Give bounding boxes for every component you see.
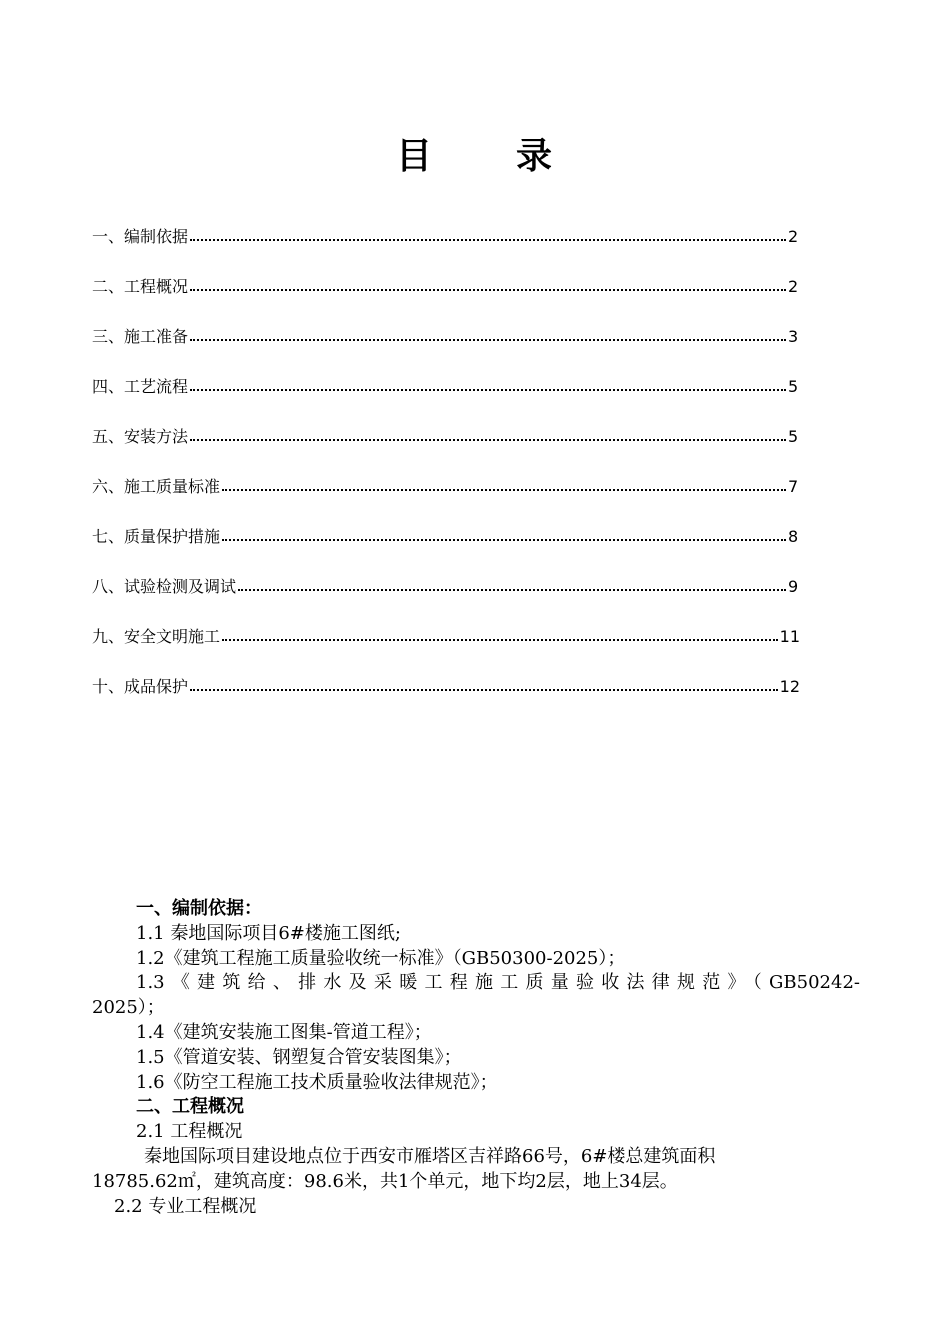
list-item: 1.6《防空工程施工技术质量验收法律规范》； (136, 1071, 498, 1093)
toc-entry-label: 八、试验检测及调试 (92, 577, 237, 596)
toc-entry-page: 2 (788, 277, 799, 296)
toc-entry[interactable] (92, 426, 800, 476)
toc-leader-dots (190, 226, 786, 241)
toc-entry-label: 九、安全文明施工 (92, 627, 221, 646)
toc-entry[interactable] (92, 526, 800, 576)
list-item: 1.4《建筑安装施工图集-管道工程》； (136, 1021, 432, 1043)
list-item: 1.1 秦地国际项目6#楼施工图纸; (136, 922, 401, 944)
toc-entry[interactable] (92, 476, 800, 526)
toc-leader-dots (190, 326, 786, 341)
toc-entry-page: 5 (788, 377, 799, 396)
toc-entry-page: 11 (779, 627, 800, 646)
toc-leader-dots (190, 676, 778, 691)
toc-entry[interactable] (92, 376, 800, 426)
toc-entry-page: 5 (788, 427, 799, 446)
section-heading: 二、工程概况 (136, 1096, 244, 1118)
subsection-heading: 2.1 工程概况 (136, 1121, 243, 1143)
toc-entry-label: 二、工程概况 (92, 277, 189, 296)
document-body (92, 897, 860, 1219)
toc-entry-page: 3 (788, 327, 799, 346)
toc-title-left: 目 (395, 136, 434, 177)
toc-leader-dots (190, 276, 786, 291)
toc-entry-page: 9 (788, 577, 799, 596)
toc-title (0, 128, 950, 179)
toc-entry-label: 一、编制依据 (92, 227, 189, 246)
paragraph-line: 18785.62㎡，建筑高度：98.6米，共1个单元，地下均2层，地上34层。 (92, 1170, 678, 1192)
toc-leader-dots (238, 576, 786, 591)
toc-entry[interactable] (92, 326, 800, 376)
list-item-continuation: 2025）； (92, 997, 165, 1019)
toc-entry-page: 8 (788, 527, 799, 546)
toc-entry-page: 7 (788, 477, 799, 496)
toc-entry-page: 2 (788, 227, 799, 246)
toc-entry-label: 五、安装方法 (92, 427, 189, 446)
subsection-heading: 2.2 专业工程概况 (114, 1195, 257, 1217)
toc-title-right: 录 (516, 136, 555, 177)
toc-entry-label: 十、成品保护 (92, 677, 189, 696)
toc-entry[interactable] (92, 676, 800, 726)
section-heading: 一、编制依据： (136, 898, 262, 919)
toc-entry[interactable] (92, 276, 800, 326)
toc-entry-label: 七、质量保护措施 (92, 527, 221, 546)
paragraph-line: 秦地国际项目建设地点位于西安市雁塔区吉祥路66号，6#楼总建筑面积 (144, 1145, 716, 1167)
toc-entry-label: 六、施工质量标准 (92, 477, 221, 496)
toc-entry[interactable] (92, 226, 800, 276)
toc-entry-label: 四、工艺流程 (92, 377, 189, 396)
toc-entry-label: 三、施工准备 (92, 327, 189, 346)
toc-list (92, 226, 800, 726)
toc-leader-dots (222, 626, 778, 641)
list-item: 1.5《管道安装、钢塑复合管安装图集》； (136, 1046, 462, 1068)
toc-entry[interactable] (92, 626, 800, 676)
toc-leader-dots (222, 476, 786, 491)
toc-entry[interactable] (92, 576, 800, 626)
toc-leader-dots (222, 526, 786, 541)
list-item: 1.2《建筑工程施工质量验收统一标准》（GB50300-2025）； (136, 947, 626, 969)
toc-entry-page: 12 (779, 677, 800, 696)
list-item: 1.3《建筑给、排水及采暖工程施工质量验收法律规范》（GB50242- (136, 972, 860, 994)
toc-leader-dots (190, 426, 786, 441)
toc-leader-dots (190, 376, 786, 391)
